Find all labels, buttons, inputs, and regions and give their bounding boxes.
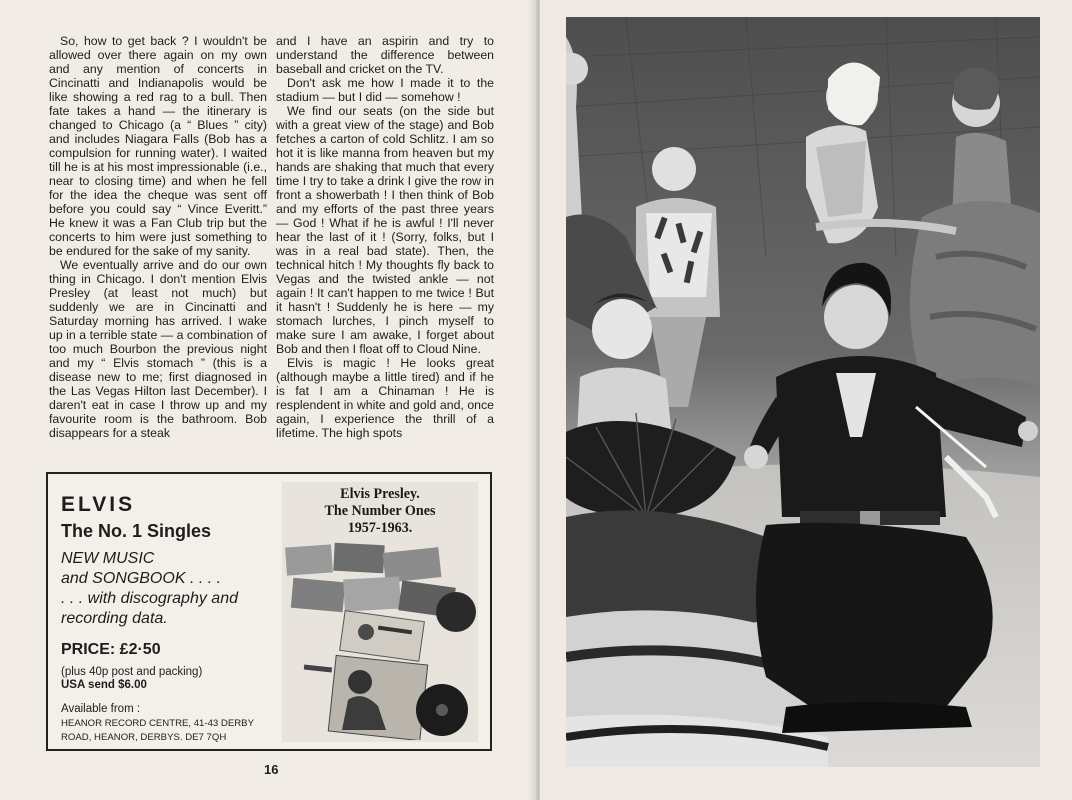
ad-postage: (plus 40p post and packing) — [61, 666, 203, 678]
ad-line: recording data. — [61, 610, 168, 627]
page-number: 16 — [264, 762, 279, 777]
ad-text-block — [61, 494, 289, 744]
ad-address-line: ROAD, HEANOR, DERBYS. DE7 7QH — [61, 732, 227, 743]
ad-line: and SONGBOOK . . . . — [61, 570, 222, 587]
ad-available-from: Available from : — [61, 703, 141, 715]
article-paragraph: We eventually arrive and do our own thing in Chicago. I don't mention Elvis Presley (at least not much) but suddenly we are in Cincinatti and Saturday morning has arrived. I wake up in a terrible state — a combination of too much Bourbon the previous night and my “ Elvis stomach ” (this is a disease new to me; first diagnosed in the Las Vegas Hilton last December). I daren't eat in case I throw up and my favourite room is the bathroom. Bob disappears for a steak — [49, 258, 267, 440]
article-paragraph: Elvis is magic ! He looks great (although maybe a little tired) and if he is fat I am a Chinaman ! He is resplendent in white and gold and, once again, I experience the thrill of a lifetime. The high spots — [276, 356, 494, 440]
ad-address-line: HEANOR RECORD CENTRE, 41-43 DERBY — [61, 718, 254, 729]
book-title-line: Elvis Presley. — [340, 486, 420, 502]
article-column-1 — [49, 34, 267, 440]
ad-subtitle: The No. 1 Singles — [61, 521, 212, 541]
article-paragraph: So, how to get back ? I wouldn't be allowed over there again on my own and any mention of concerts in Cincinatti and Indianapolis would be like showing a red rag to a bull. Then fate takes a hand — the itinerary is changed to Chicago (a “ Blues ” city) and includes Niagara Falls (Bob has a compulsion for running water). I waited till he is at his most impressionable (i.e., near to closing time) and when he fell for the idea the cheque was sent off before you could say “ Vince Everitt.” He knew it was a Fan Club trip but the concerts to him were just something to be endured for the sake of my sanity. — [49, 34, 267, 258]
ad-usa-price: USA send $6.00 — [61, 679, 147, 691]
songbook-advertisement — [46, 472, 492, 751]
ad-price: PRICE: £2·50 — [61, 641, 161, 658]
article-paragraph: Don't ask me how I made it to the stadium — but I did — somehow ! — [276, 76, 494, 104]
record-sleeves-collage-icon — [282, 540, 478, 740]
stage-performance-photo-icon — [566, 17, 1040, 767]
article-column-2 — [276, 34, 494, 440]
photo-illustration — [566, 17, 1040, 767]
book-title-line: 1957-1963. — [347, 520, 413, 536]
book-cover — [282, 482, 478, 742]
ad-line: NEW MUSIC — [61, 550, 155, 567]
article-paragraph: and I have an aspirin and try to understand the difference between baseball and cricket on the TV. — [276, 34, 494, 76]
book-title-line: The Number Ones — [324, 503, 436, 519]
book-cover-title — [282, 486, 478, 537]
ad-line: . . . with discography and — [61, 590, 238, 607]
article-paragraph: We find our seats (on the side but with a great view of the stage) and Bob fetches a carton of cold Schlitz. I am so hot it is like manna from heaven but my hands are shaking that much that every time I try to take a drink I give the row in front a showerbath ! I then think of Bob and my efforts of the past three years — God ! What if he is awful ! I'll never hear the last of it ! (Sorry, folks, but I was in a real bad state). Then, the technical hitch ! My thoughts fly back to Vegas and the twisted ankle — not again ! It can't happen to me twice ! But it hasn't ! Suddenly he is here — my stomach lurches, I pinch myself to make sure I am awake, I forget about Bob and then I float off to Cloud Nine. — [276, 104, 494, 356]
ad-title: ELVIS — [61, 493, 136, 516]
